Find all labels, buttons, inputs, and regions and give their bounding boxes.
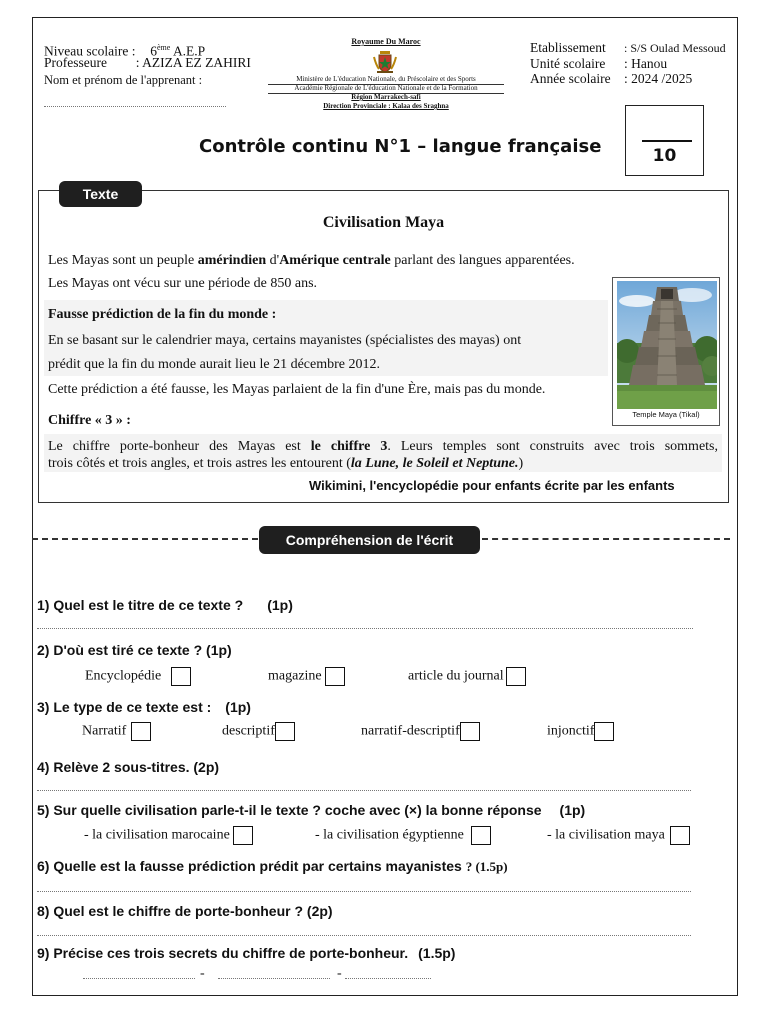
checkbox[interactable] (594, 722, 614, 741)
temple-photo-caption: Temple Maya (Tikal) (632, 410, 700, 419)
academy-line: Académie Régionale de L'éducation Nationale et de la Formation (294, 84, 478, 92)
etab-label: Etablissement (530, 40, 606, 55)
answer-line-4[interactable] (37, 790, 691, 791)
checkbox[interactable] (670, 826, 690, 845)
checkbox[interactable] (171, 667, 191, 686)
ministry-line: Ministère de L'éducation Nationale, du Préscolaire et des Sports (296, 75, 476, 83)
score-total: 10 (652, 146, 677, 166)
question-3: 3) Le type de ce texte est : (1p) (37, 699, 251, 715)
temple-photo-frame (612, 277, 720, 426)
section-divider-left (32, 538, 258, 540)
score-box[interactable] (625, 105, 704, 176)
separator-dash: - (200, 966, 205, 981)
q2-option-article: article du journal (408, 667, 526, 686)
region-line: Région Marrakech-safi (351, 93, 421, 101)
student-name-field[interactable] (44, 106, 226, 107)
score-fraction-bar (642, 140, 692, 142)
q2-option-magazine: magazine (268, 667, 345, 686)
q3-option-narratif: Narratif (82, 722, 151, 741)
text-heading: Civilisation Maya (322, 214, 445, 231)
checkbox[interactable] (506, 667, 526, 686)
q3-option-narratif-descriptif: narratif-descriptif (361, 722, 480, 741)
question-6: 6) Quelle est la fausse prédiction prédit par certains mayanistes ? (1.5p) (37, 858, 508, 874)
checkbox[interactable] (325, 667, 345, 686)
etab-line (530, 40, 726, 57)
etab-value: : S/S Oulad Messoud (624, 41, 726, 55)
student-name-label: Nom et prénom de l'apprenant : (44, 73, 203, 87)
q5-option-egyptienne: - la civilisation égyptienne (315, 826, 491, 845)
text-paragraph-1: Les Mayas sont un peuple amérindien d'Amérique centrale parlant des langues apparentées. (48, 253, 575, 268)
text-paragraph-5: Cette prédiction a été fausse, les Mayas parlaient de la fin d'une Ère, mais pas du monde. (48, 382, 546, 397)
prof-value: : AZIZA EZ ZAHIRI (135, 55, 251, 70)
text-subtitle-1: Fausse prédiction de la fin du monde : (48, 307, 277, 322)
q5-option-maya: - la civilisation maya (547, 826, 690, 845)
kingdom-title: Royaume Du Maroc (351, 37, 421, 46)
question-9: 9) Précise ces trois secrets du chiffre de porte-bonheur. (1.5p) (37, 945, 456, 961)
answer-line-6[interactable] (37, 891, 691, 892)
question-5: 5) Sur quelle civilisation parle-t-il le texte ? coche avec (×) la bonne réponse (1p) (37, 802, 586, 818)
q2-option-encyclopedie: Encyclopédie (85, 667, 191, 686)
answer-line-9a[interactable] (83, 978, 195, 979)
q3-option-injonctif: injonctif (547, 722, 614, 741)
question-1: 1) Quel est le titre de ce texte ? (1p) (37, 597, 293, 613)
question-4: 4) Relève 2 sous-titres. (2p) (37, 759, 220, 775)
niveau-sup: ème (156, 43, 171, 52)
checkbox[interactable] (131, 722, 151, 741)
text-paragraph-6: Le chiffre porte-bonheur des Mayas est le chiffre 3. Leurs temples sont construits avec trois sommets, (48, 439, 719, 454)
answer-line-9b[interactable] (218, 978, 330, 979)
answer-line-8[interactable] (37, 935, 691, 936)
checkbox[interactable] (471, 826, 491, 845)
exam-title: Contrôle continu N°1 – langue française (199, 136, 602, 157)
prof-label: Professeure (44, 55, 107, 70)
text-section-tag: Texte (59, 181, 142, 207)
question-8: 8) Quel est le chiffre de porte-bonheur ? (2p) (37, 903, 333, 919)
answer-line-1[interactable] (37, 628, 693, 629)
answer-line-9c[interactable] (345, 978, 431, 979)
moroccan-coat-of-arms-icon (372, 49, 398, 75)
unite-label: Unité scolaire (530, 56, 606, 71)
niveau-post: A.E.P (172, 43, 206, 59)
maya-temple-photo (617, 281, 717, 409)
text-paragraph-7: trois côtés et trois angles, et trois astres les entourent (la Lune, le Soleil et Neptune.) (48, 456, 524, 471)
unite-value: : Hanou (624, 56, 668, 71)
text-source: Wikimini, l'encyclopédie pour enfants écrite par les enfants (309, 478, 675, 493)
annee-label: Année scolaire (530, 71, 611, 86)
checkbox[interactable] (233, 826, 253, 845)
text-subtitle-2: Chiffre « 3 » : (48, 413, 131, 428)
q3-option-descriptif: descriptif (222, 722, 295, 741)
text-paragraph-4: prédit que la fin du monde aurait lieu le 21 décembre 2012. (48, 357, 381, 372)
niveau-label: Niveau scolaire : (44, 43, 136, 59)
text-paragraph-3: En se basant sur le calendrier maya, certains mayanistes (spécialistes des mayas) ont (48, 333, 522, 348)
annee-line (530, 71, 692, 87)
unite-line (530, 56, 667, 72)
direction-line: Direction Provinciale : Kalaa des Sraghna (323, 102, 449, 110)
prof-line (44, 55, 251, 71)
section-divider-right (482, 538, 730, 540)
comprehension-tag: Compréhension de l'écrit (259, 526, 480, 554)
separator-dash: - (337, 966, 342, 981)
niveau-value: 6 (150, 43, 157, 59)
annee-value: : 2024 /2025 (624, 71, 693, 86)
q5-option-marocaine: - la civilisation marocaine (84, 826, 253, 845)
question-2: 2) D'où est tiré ce texte ? (1p) (37, 642, 232, 658)
checkbox[interactable] (275, 722, 295, 741)
text-paragraph-2: Les Mayas ont vécu sur une période de 850 ans. (48, 276, 318, 291)
checkbox[interactable] (460, 722, 480, 741)
